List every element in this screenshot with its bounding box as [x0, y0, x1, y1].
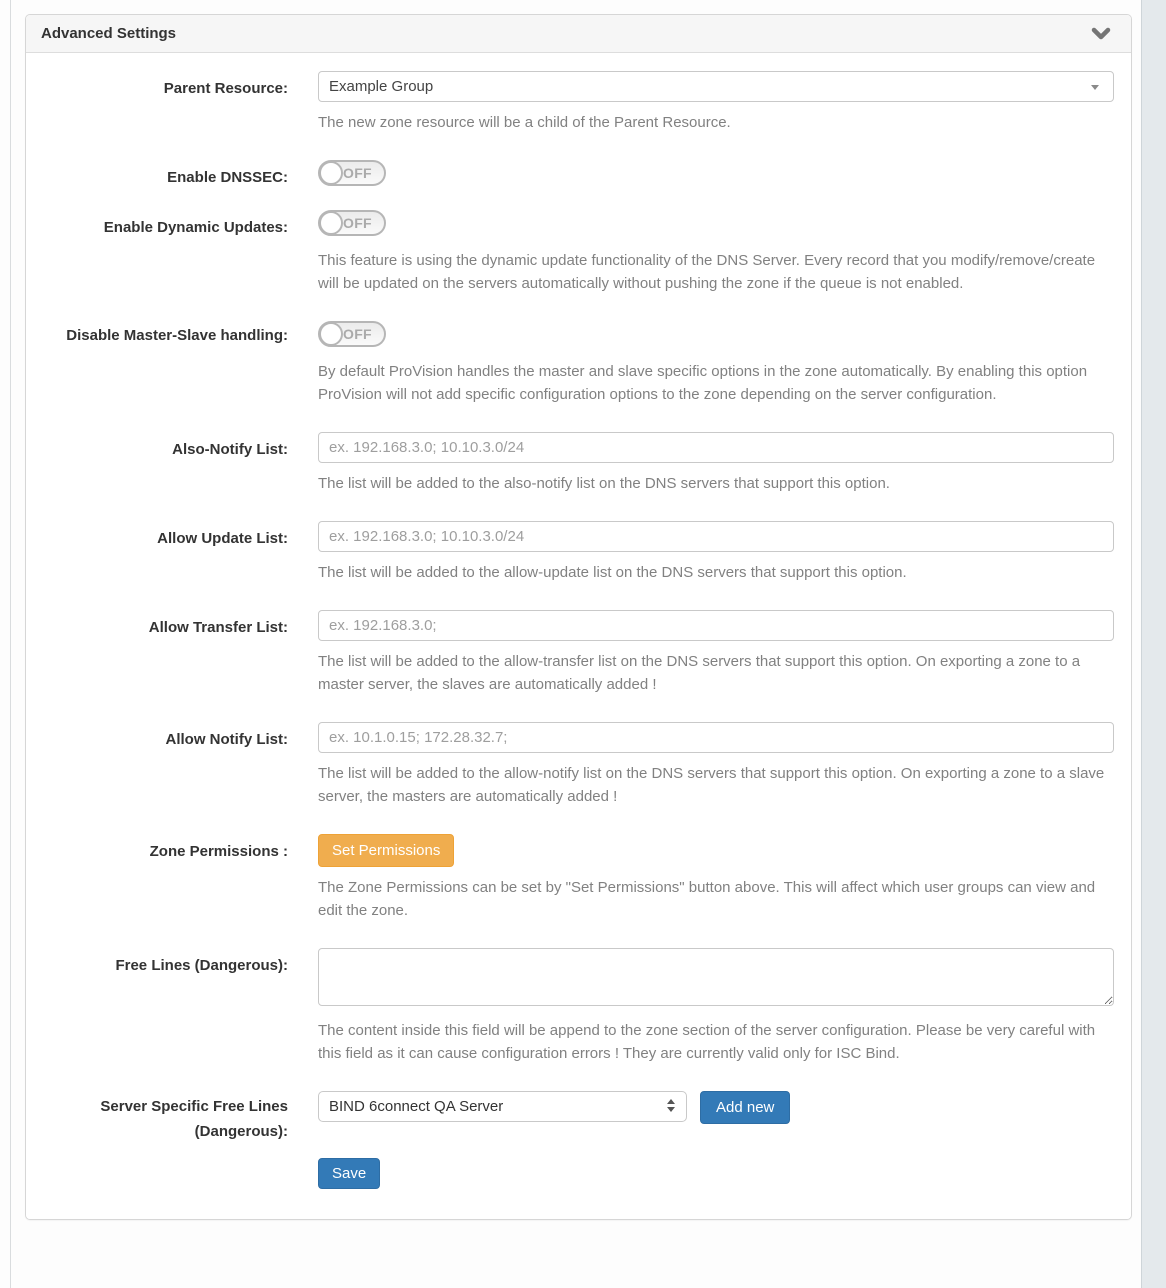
- parent-resource-label: Parent Resource:: [163, 80, 288, 97]
- enable-dnssec-toggle[interactable]: [318, 160, 386, 186]
- caret-down-icon: [1091, 85, 1099, 90]
- add-new-button[interactable]: Add new: [700, 1091, 790, 1124]
- allow-notify-label: Allow Notify List:: [165, 731, 288, 748]
- parent-resource-value: Example Group: [329, 78, 434, 95]
- form-row-allow-transfer: [36, 610, 1131, 696]
- toggle-knob: [319, 161, 343, 185]
- server-select-value: BIND 6connect QA Server: [329, 1098, 504, 1115]
- allow-transfer-input[interactable]: [318, 610, 1114, 641]
- enable-dynamic-updates-label: Enable Dynamic Updates:: [103, 219, 288, 236]
- disable-master-slave-toggle[interactable]: [318, 321, 386, 347]
- form-row-also-notify: [36, 432, 1131, 495]
- left-divider: [10, 0, 11, 1288]
- disable-master-slave-help: By default ProVision handles the master and slave specific options in the zone automatically. By enabling this option ProVision will not add specific configuration options to the zone depending on the server configuration.: [318, 363, 1088, 403]
- also-notify-label: Also-Notify List:: [172, 441, 288, 458]
- allow-notify-help: The list will be added to the allow-notify list on the DNS servers that support this option. On exporting a zone to a slave server, the masters are automatically added !: [318, 765, 1105, 805]
- enable-dnssec-label: Enable DNSSEC:: [167, 169, 288, 186]
- toggle-knob: [319, 322, 343, 346]
- toggle-state-label: OFF: [343, 215, 372, 231]
- form-row-allow-update: [36, 521, 1131, 584]
- allow-update-label: Allow Update List:: [157, 530, 288, 547]
- allow-transfer-label: Allow Transfer List:: [148, 619, 288, 636]
- toggle-state-label: OFF: [343, 326, 372, 342]
- also-notify-help: The list will be added to the also-notify list on the DNS servers that support this option.: [318, 475, 890, 492]
- chevron-down-icon[interactable]: [1091, 27, 1111, 41]
- select-stepper-icon: [667, 1099, 675, 1112]
- form-row-parent-resource: [36, 71, 1131, 134]
- server-select[interactable]: [318, 1091, 687, 1122]
- enable-dynamic-updates-toggle[interactable]: [318, 210, 386, 236]
- toggle-knob: [319, 211, 343, 235]
- server-free-lines-label: Server Specific Free Lines (Dangerous):: [100, 1098, 288, 1140]
- enable-dynamic-updates-help: This feature is using the dynamic update functionality of the DNS Server. Every record that you modify/remove/create will be updated on the servers automatically without pushing the zone if the queue is not enabled.: [318, 252, 1096, 292]
- zone-permissions-label: Zone Permissions :: [149, 843, 288, 860]
- panel-header: [26, 15, 1131, 53]
- form-row-allow-notify: [36, 722, 1131, 808]
- zone-permissions-help: The Zone Permissions can be set by "Set Permissions" button above. This will affect which user groups can view and edit the zone.: [318, 879, 1096, 919]
- allow-update-help: The list will be added to the allow-update list on the DNS servers that support this option.: [318, 564, 907, 581]
- panel-body: [26, 53, 1131, 1219]
- allow-update-input[interactable]: [318, 521, 1114, 552]
- also-notify-input[interactable]: [318, 432, 1114, 463]
- set-permissions-button[interactable]: Set Permissions: [318, 834, 454, 867]
- free-lines-help: The content inside this field will be append to the zone section of the server configuration. Please be very careful with this field as it can cause configuration errors ! They are currently valid only for ISC Bind.: [318, 1022, 1096, 1062]
- form-row-zone-permissions: [36, 834, 1131, 922]
- disable-master-slave-label: Disable Master-Slave handling:: [66, 327, 288, 344]
- allow-notify-input[interactable]: [318, 722, 1114, 753]
- form-row-free-lines: [36, 948, 1131, 1065]
- panel-title: Advanced Settings: [41, 25, 177, 42]
- form-row-enable-dnssec: [36, 160, 1131, 190]
- allow-transfer-help: The list will be added to the allow-transfer list on the DNS servers that support this option. On exporting a zone to a master server, the slaves are automatically added !: [318, 653, 1081, 693]
- free-lines-textarea[interactable]: [318, 948, 1114, 1006]
- form-row-disable-master-slave: [36, 321, 1131, 406]
- save-button[interactable]: Save: [318, 1158, 380, 1189]
- form-row-save: [36, 1158, 1131, 1189]
- free-lines-label: Free Lines (Dangerous):: [115, 957, 288, 974]
- advanced-settings-panel: [25, 14, 1132, 1220]
- scrollbar-gutter: [1141, 0, 1166, 1288]
- form-row-server-free-lines: [36, 1091, 1131, 1144]
- parent-resource-help: The new zone resource will be a child of the Parent Resource.: [318, 114, 731, 131]
- parent-resource-dropdown[interactable]: [318, 71, 1114, 102]
- toggle-state-label: OFF: [343, 165, 372, 181]
- form-row-enable-dynamic-updates: [36, 210, 1131, 295]
